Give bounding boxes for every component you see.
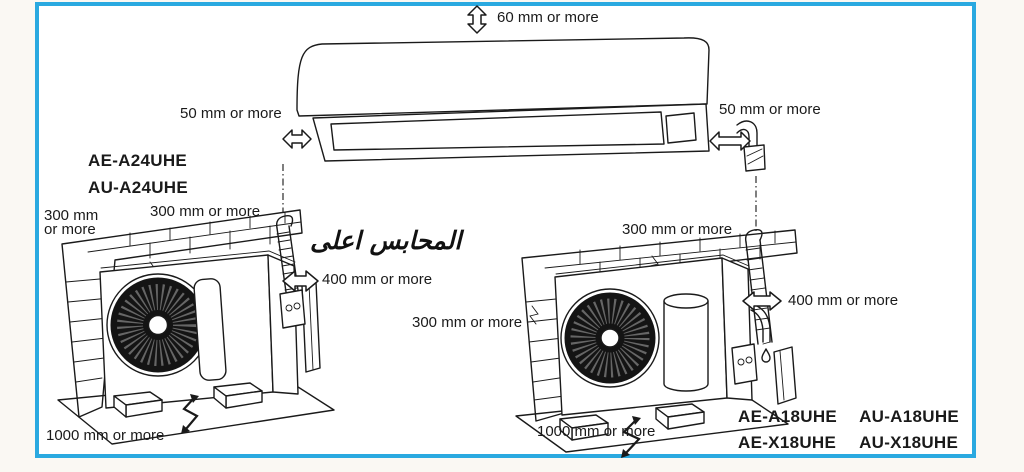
right-unit-side-clearance-label: 300 mm or more	[412, 314, 523, 331]
left-unit-front-clearance-label: 1000 mm or more	[46, 427, 165, 444]
arabic-annotation: المحابس اعلى	[310, 226, 462, 255]
right-unit-front-clearance-label: 1000 mm or more	[537, 423, 656, 440]
right-unit-pipe-clearance-label: 400 mm or more	[788, 292, 899, 309]
model-label: AU-A18UHE	[859, 407, 960, 426]
left-unit-side-clearance-label	[44, 209, 98, 237]
right-unit-top-clearance-label: 300 mm or more	[622, 221, 733, 238]
indoor-top-clearance-label: 60 mm or more	[497, 9, 599, 26]
left-unit-top-clearance-label: 300 mm or more	[150, 203, 261, 220]
vertical-clearance-arrow	[468, 6, 486, 33]
model-label: AE-A24UHE	[88, 151, 188, 170]
indoor-left-clearance-label: 50 mm or more	[180, 105, 282, 122]
right-fan	[561, 289, 659, 387]
horizontal-clearance-arrow-right	[710, 132, 750, 150]
left-unit-pipe-clearance-label: 400 mm or more	[322, 271, 433, 288]
indoor-unit-drawing	[297, 38, 709, 161]
right-unit-model-labels	[738, 407, 959, 453]
side-clearance-line1: 300 mm	[44, 207, 99, 224]
indoor-right-clearance-label: 50 mm or more	[719, 101, 821, 118]
drain-drop-icon	[762, 349, 770, 362]
model-label: AU-A24UHE	[88, 178, 188, 197]
model-label: AE-A18UHE	[738, 407, 838, 426]
left-outdoor-unit-drawing	[58, 210, 334, 444]
model-label: AE-X18UHE	[738, 433, 837, 452]
left-unit-model-labels	[88, 151, 188, 198]
horizontal-clearance-arrow-left	[283, 130, 311, 148]
side-clearance-line2: or more	[44, 221, 96, 238]
right-compressor-cylinder	[664, 294, 708, 391]
model-label: AU-X18UHE	[859, 433, 959, 452]
